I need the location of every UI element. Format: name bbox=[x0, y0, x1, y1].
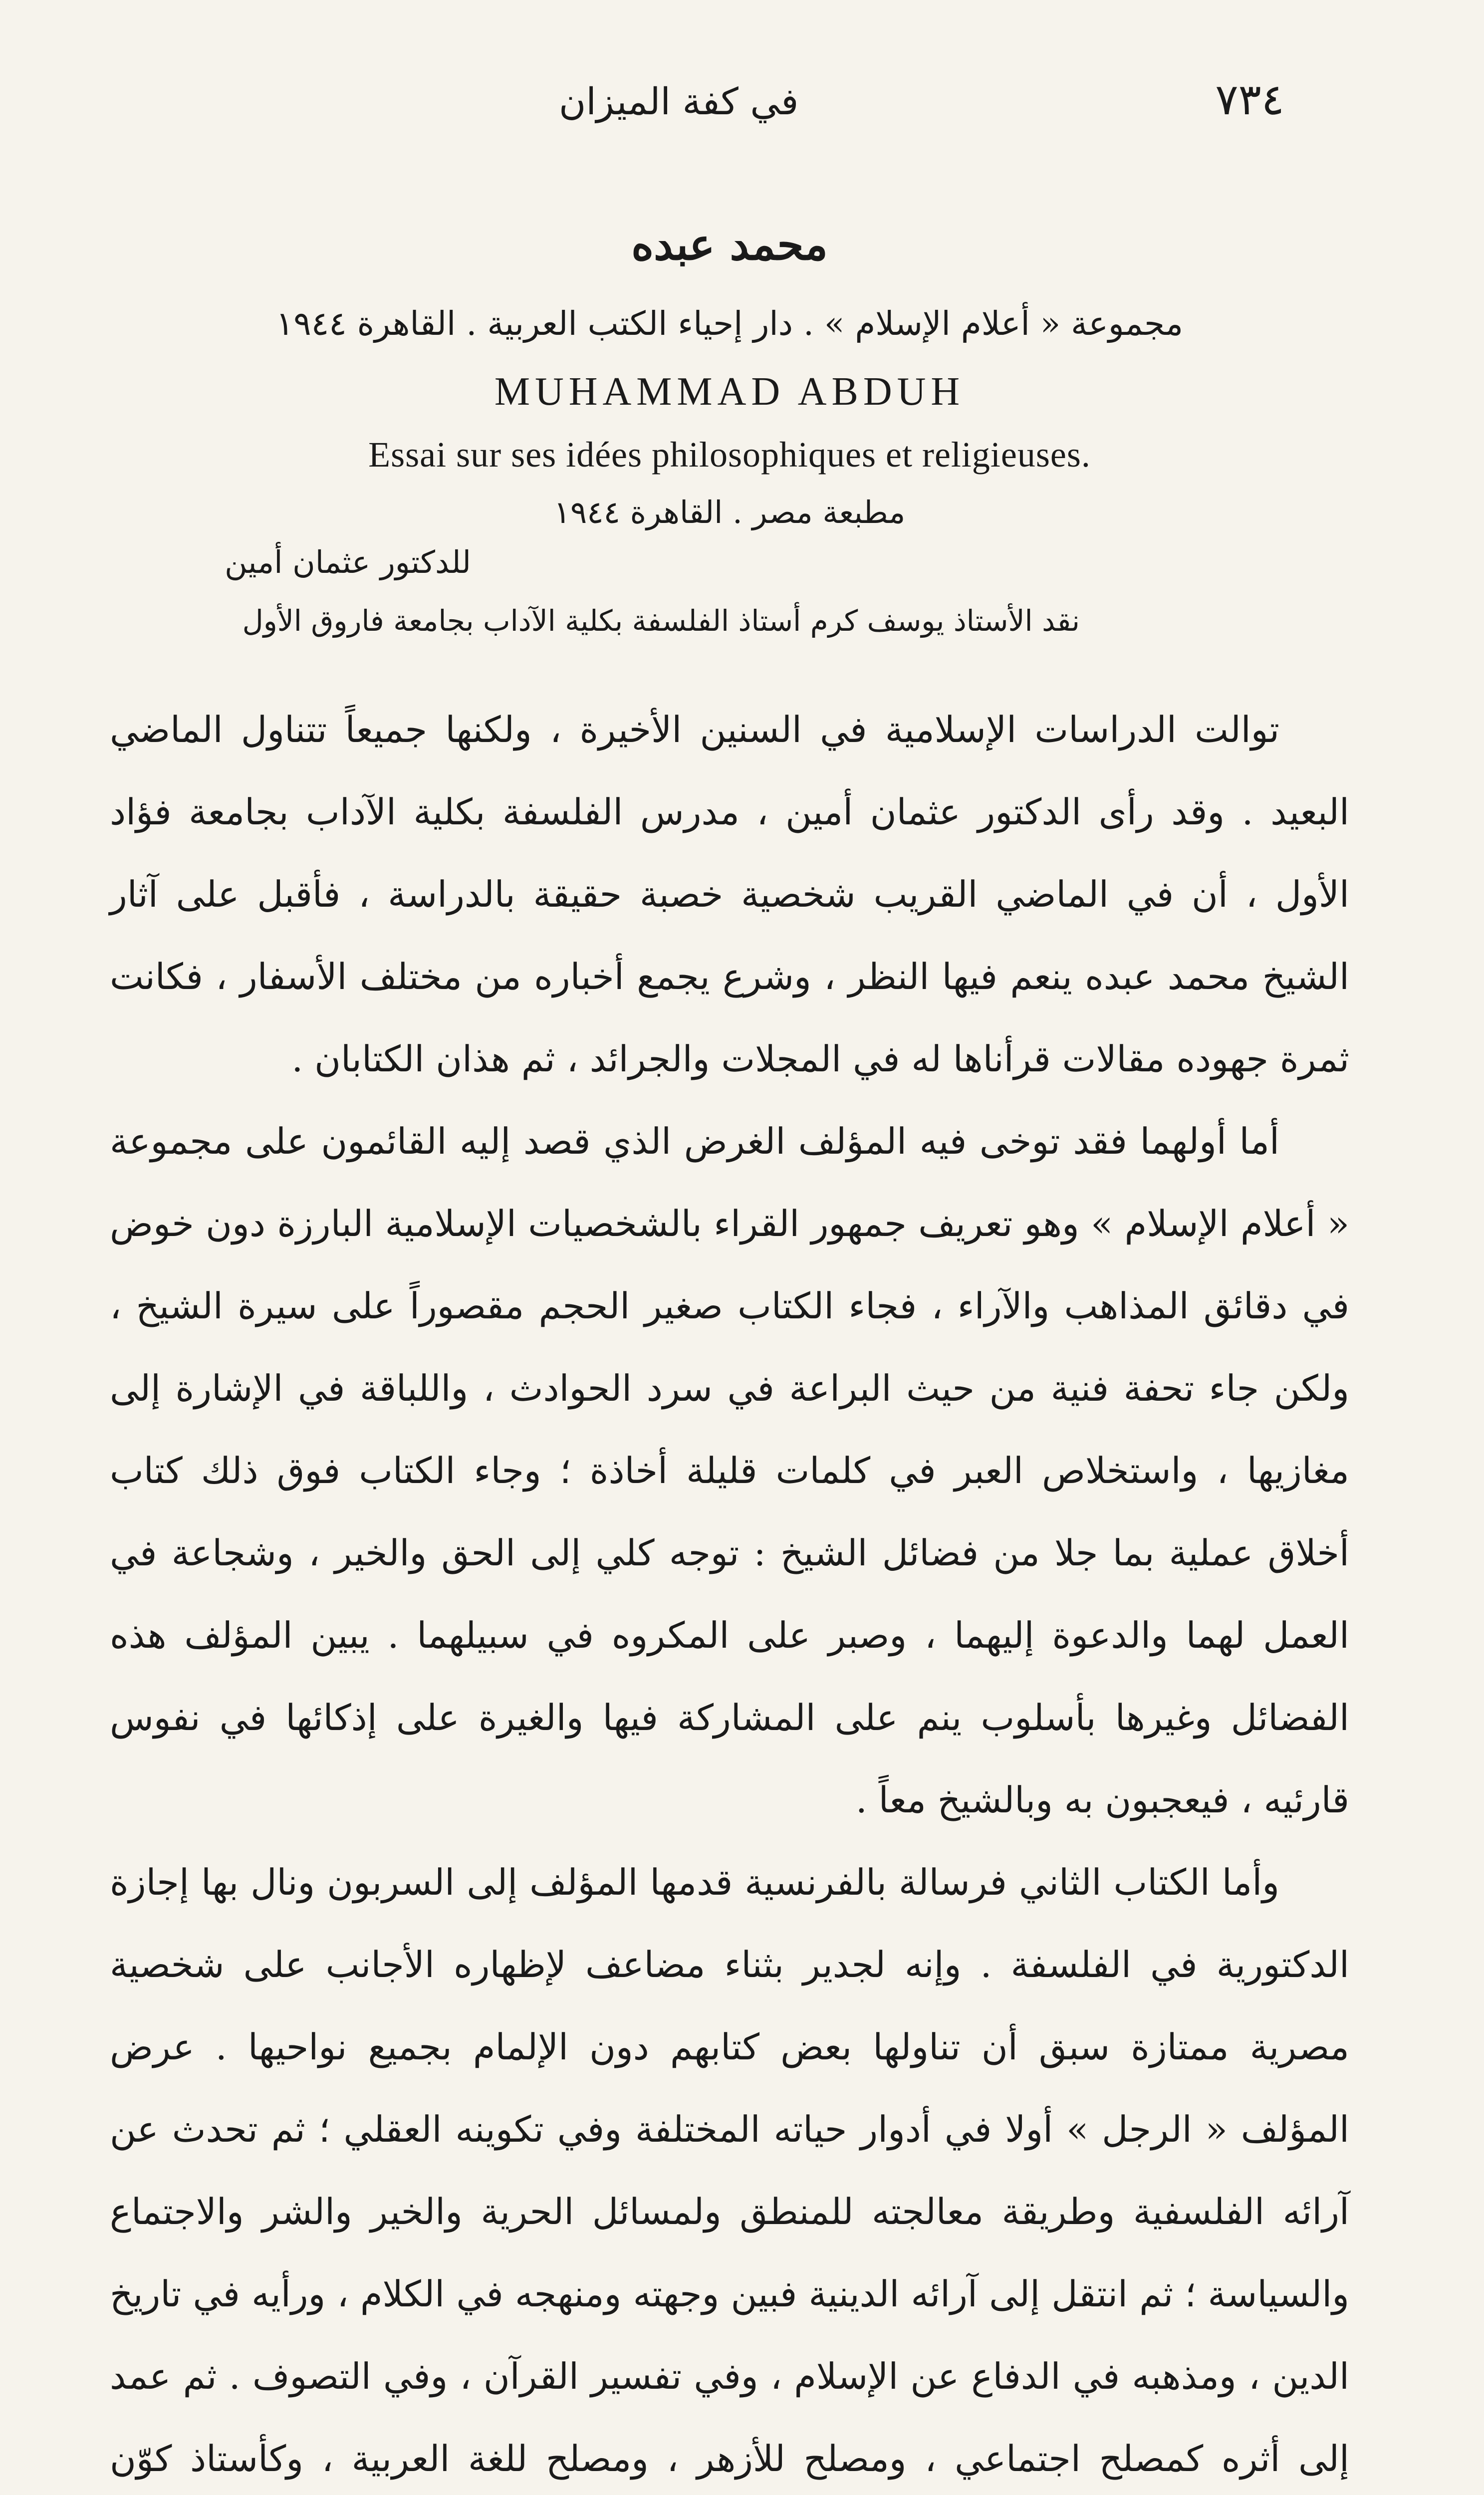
bibliographic-reference-french-subtitle: Essai sur ses idées philosophiques et religieuses. bbox=[368, 435, 1091, 475]
author-line: للدكتور عثمان أمين bbox=[225, 544, 471, 580]
review-title: محمد عبده bbox=[631, 220, 828, 270]
bibliographic-reference-arabic: مجموعة « أعلام الإسلام » . دار إحياء الكتب العربية . القاهرة ١٩٤٤ bbox=[275, 304, 1184, 343]
body-paragraph: وأما الكتاب الثاني فرسالة بالفرنسية قدمها المؤلف إلى السربون ونال بها إجازة الدكتورية في الفلسفة . وإنه لجدير بثناء مضاعف لإظهاره الأجانب على شخصية مصرية ممتازة سبق أن تناولها بعض كتابهم دون الإلمام بجميع نواحيها . عرض المؤلف « الرجل » أولا في أدوار حياته المختلفة وفي تكوينه العقلي ؛ ثم تحدث عن آرائه الفلسفية وطريقة معالجته للمنطق ولمسائل الحرية والخير والشر والاجتماع والسياسة ؛ ثم انتقل إلى آرائه الدينية فبين وجهته ومنهجه في الكلام ، ورأيه في تاريخ الدين ، ومذهبه في الدفاع عن الإسلام ، وفي تفسير القرآن ، وفي التصوف . ثم عمد إلى أثره كمصلح اجتماعي ، ومصلح للأزهر ، ومصلح للغة العربية ، وكأستاذ كوّن bbox=[110, 1861, 1349, 2480]
section-title: في كفة الميزان bbox=[559, 80, 799, 123]
bibliographic-reference-french-title: MUHAMMAD ABDUH bbox=[494, 370, 965, 414]
page-number: ٧٣٤ bbox=[1215, 75, 1284, 125]
review-body bbox=[110, 689, 1349, 2495]
body-paragraph: توالت الدراسات الإسلامية في السنين الأخيرة ، ولكنها جميعاً تتناول الماضي البعيد . وقد رأى الدكتور عثمان أمين ، مدرس الفلسفة بكلية الآداب بجامعة فؤاد الأول ، أن في الماضي القريب شخصية خصبة حقيقة بالدراسة ، فأقبل على آثار الشيخ محمد عبده ينعم فيها النظر ، وشرع يجمع أخباره من مختلف الأسفار ، فكانت ثمرة جهوده مقالات قرأناها له في المجلات والجرائد ، ثم هذان الكتابان . bbox=[110, 709, 1349, 1080]
running-head bbox=[110, 75, 1349, 160]
publisher-line: مطبعة مصر . القاهرة ١٩٤٤ bbox=[553, 494, 906, 530]
body-paragraph: أما أولهما فقد توخى فيه المؤلف الغرض الذي قصد إليه القائمون على مجموعة « أعلام الإسلام » وهو تعريف جمهور القراء بالشخصيات الإسلامية البارزة دون خوض في دقائق المذاهب والآراء ، فجاء الكتاب صغير الحجم مقصوراً على سيرة الشيخ ، ولكن جاء تحفة فنية من حيث البراعة في سرد الحوادث ، واللباقة في الإشارة إلى مغازيها ، واستخلاص العبر في كلمات قليلة أخاذة ؛ وجاء الكتاب فوق ذلك كتاب أخلاق عملية بما جلا من فضائل الشيخ : توجه كلي إلى الحق والخير ، وشجاعة في العمل لهما والدعوة إليهما ، وصبر على المكروه في سبيلهما . يبين المؤلف هذه الفضائل وغيرها بأسلوب ينم على المشاركة فيها والغيرة على إذكائها في نفوس قارئيه ، فيعجبون به وبالشيخ معاً . bbox=[110, 1120, 1349, 1821]
reviewer-line: نقد الأستاذ يوسف كرم أستاذ الفلسفة بكلية الآداب بجامعة فاروق الأول bbox=[242, 604, 1080, 638]
